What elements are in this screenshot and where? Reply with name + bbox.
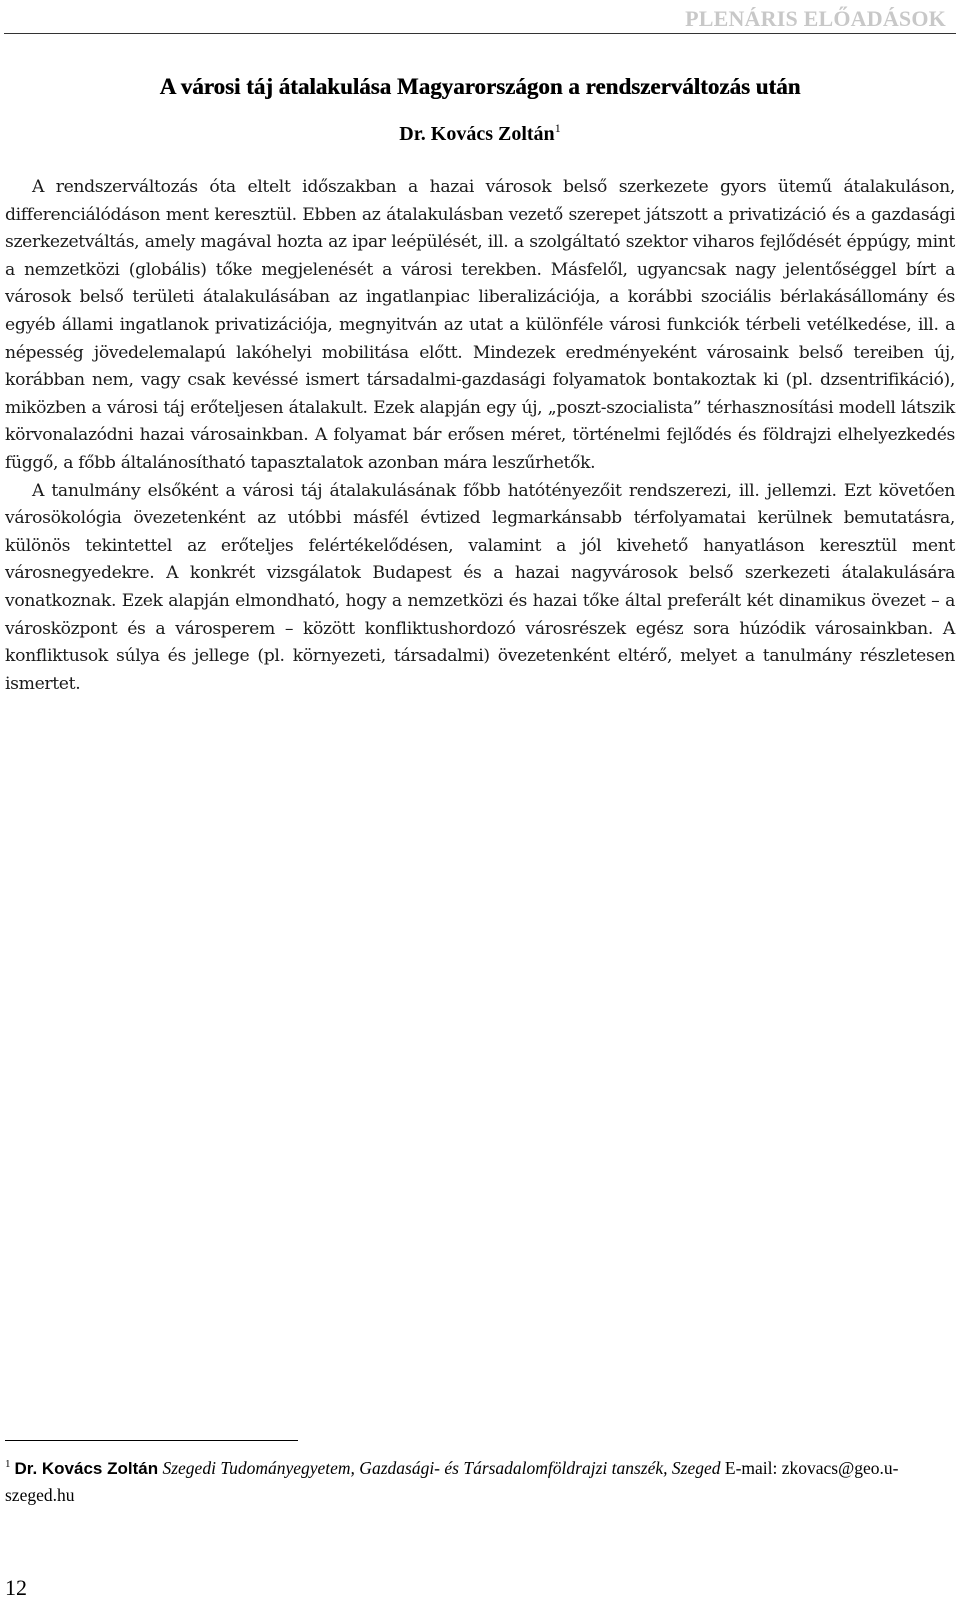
footnote-affiliation: Szegedi Tudományegyetem, Gazdasági- és Társadalomföldrajzi tanszék, Szeged	[162, 1458, 721, 1478]
email-label: E-mail:	[724, 1458, 778, 1478]
footnote-author: Dr. Kovács Zoltán	[14, 1459, 159, 1478]
running-header	[4, 4, 956, 34]
abstract-body	[5, 174, 955, 698]
footnote	[5, 1451, 930, 1509]
article-author	[0, 121, 960, 146]
footnote-ref[interactable]: 1	[554, 121, 561, 135]
page-number: 12	[5, 1575, 27, 1600]
footnote-marker: 1	[5, 1458, 11, 1470]
paragraph-1: A rendszerváltozás óta eltelt időszakban a hazai városok belső szerkezete gyors ütemű átalakuláson, differenciálódáson ment keresztül. Ebben az átalakulásban vezető szerepet játszott a privatizáció és a gazdasági szerkezetváltás, amely magával hozta az ipar leépülését, ill. a szolgáltató szektor viharos fejlődését éppúgy, mint a nemzetközi (globális) tőke megjelenését a városi terekben. Másfelől, ugyancsak nagy jelentőséggel bírt a városok belső területi átalakulásában az ingatlanpiac liberalizációja, a korábbi szociális bérlakásállomány és egyéb állami ingatlanok privatizációja, megnyitván az utat a különféle városi funkciók térbeli vetélkedése, ill. a népesség jövedelemalapú lakóhelyi mobilitása előtt. Mindezek eredményeként városaink belső tereiben új, korábban nem, vagy csak kevéssé ismert társadalmi-gazdasági folyamatok bontakoztak ki (pl. dzsentrifikáció), miközben a városi táj erőteljesen átalakult. Ezek alapján egy új, „poszt-szocialista” térhasznosítási modell látszik körvonalazódni hazai városainkban. A folyamat bár erősen méret, történelmi fejlődés és földrajzi elhelyezkedés függő, a főbb általánosítható tapasztalatok azonban mára leszűrhetők.	[5, 177, 955, 473]
paragraph-2: A tanulmány elsőként a városi táj átalakulásának főbb hatótényezőit rendszerezi, ill. jellemzi. Ezt követően városökológia övezetenként az utóbbi másfél évtized legmarkánsabb térfolyamatai kerülnek bemutatásra, különös tekintettel az erőteljes felértékelődésen, valamint a jól kivehető hanyatláson keresztül ment városnegyedekre. A konkrét vizsgálatok Budapest és a hazai nagyvárosok belső szerkezeti átalakulására vonatkoznak. Ezek alapján elmondható, hogy a nemzetközi és hazai tőke által preferált két dinamikus övezet – a városközpont és a városperem – között konfliktushordozó városrészek egész sora húzódik városainkban. A konfliktusok súlya és jellege (pl. környezeti, társadalmi) övezetenként eltérő, melyet a tanulmány részletesen ismertet.	[5, 480, 955, 694]
article-title: A városi táj átalakulása Magyarországon a rendszerváltozás után	[159, 74, 801, 99]
footnote-divider	[5, 1440, 298, 1441]
email-link[interactable]: zkovacs@geo.u-szeged.hu	[5, 1458, 899, 1505]
author-name: Dr. Kovács Zoltán	[399, 123, 555, 145]
section-label: PLENÁRIS ELŐADÁSOK	[685, 6, 946, 31]
